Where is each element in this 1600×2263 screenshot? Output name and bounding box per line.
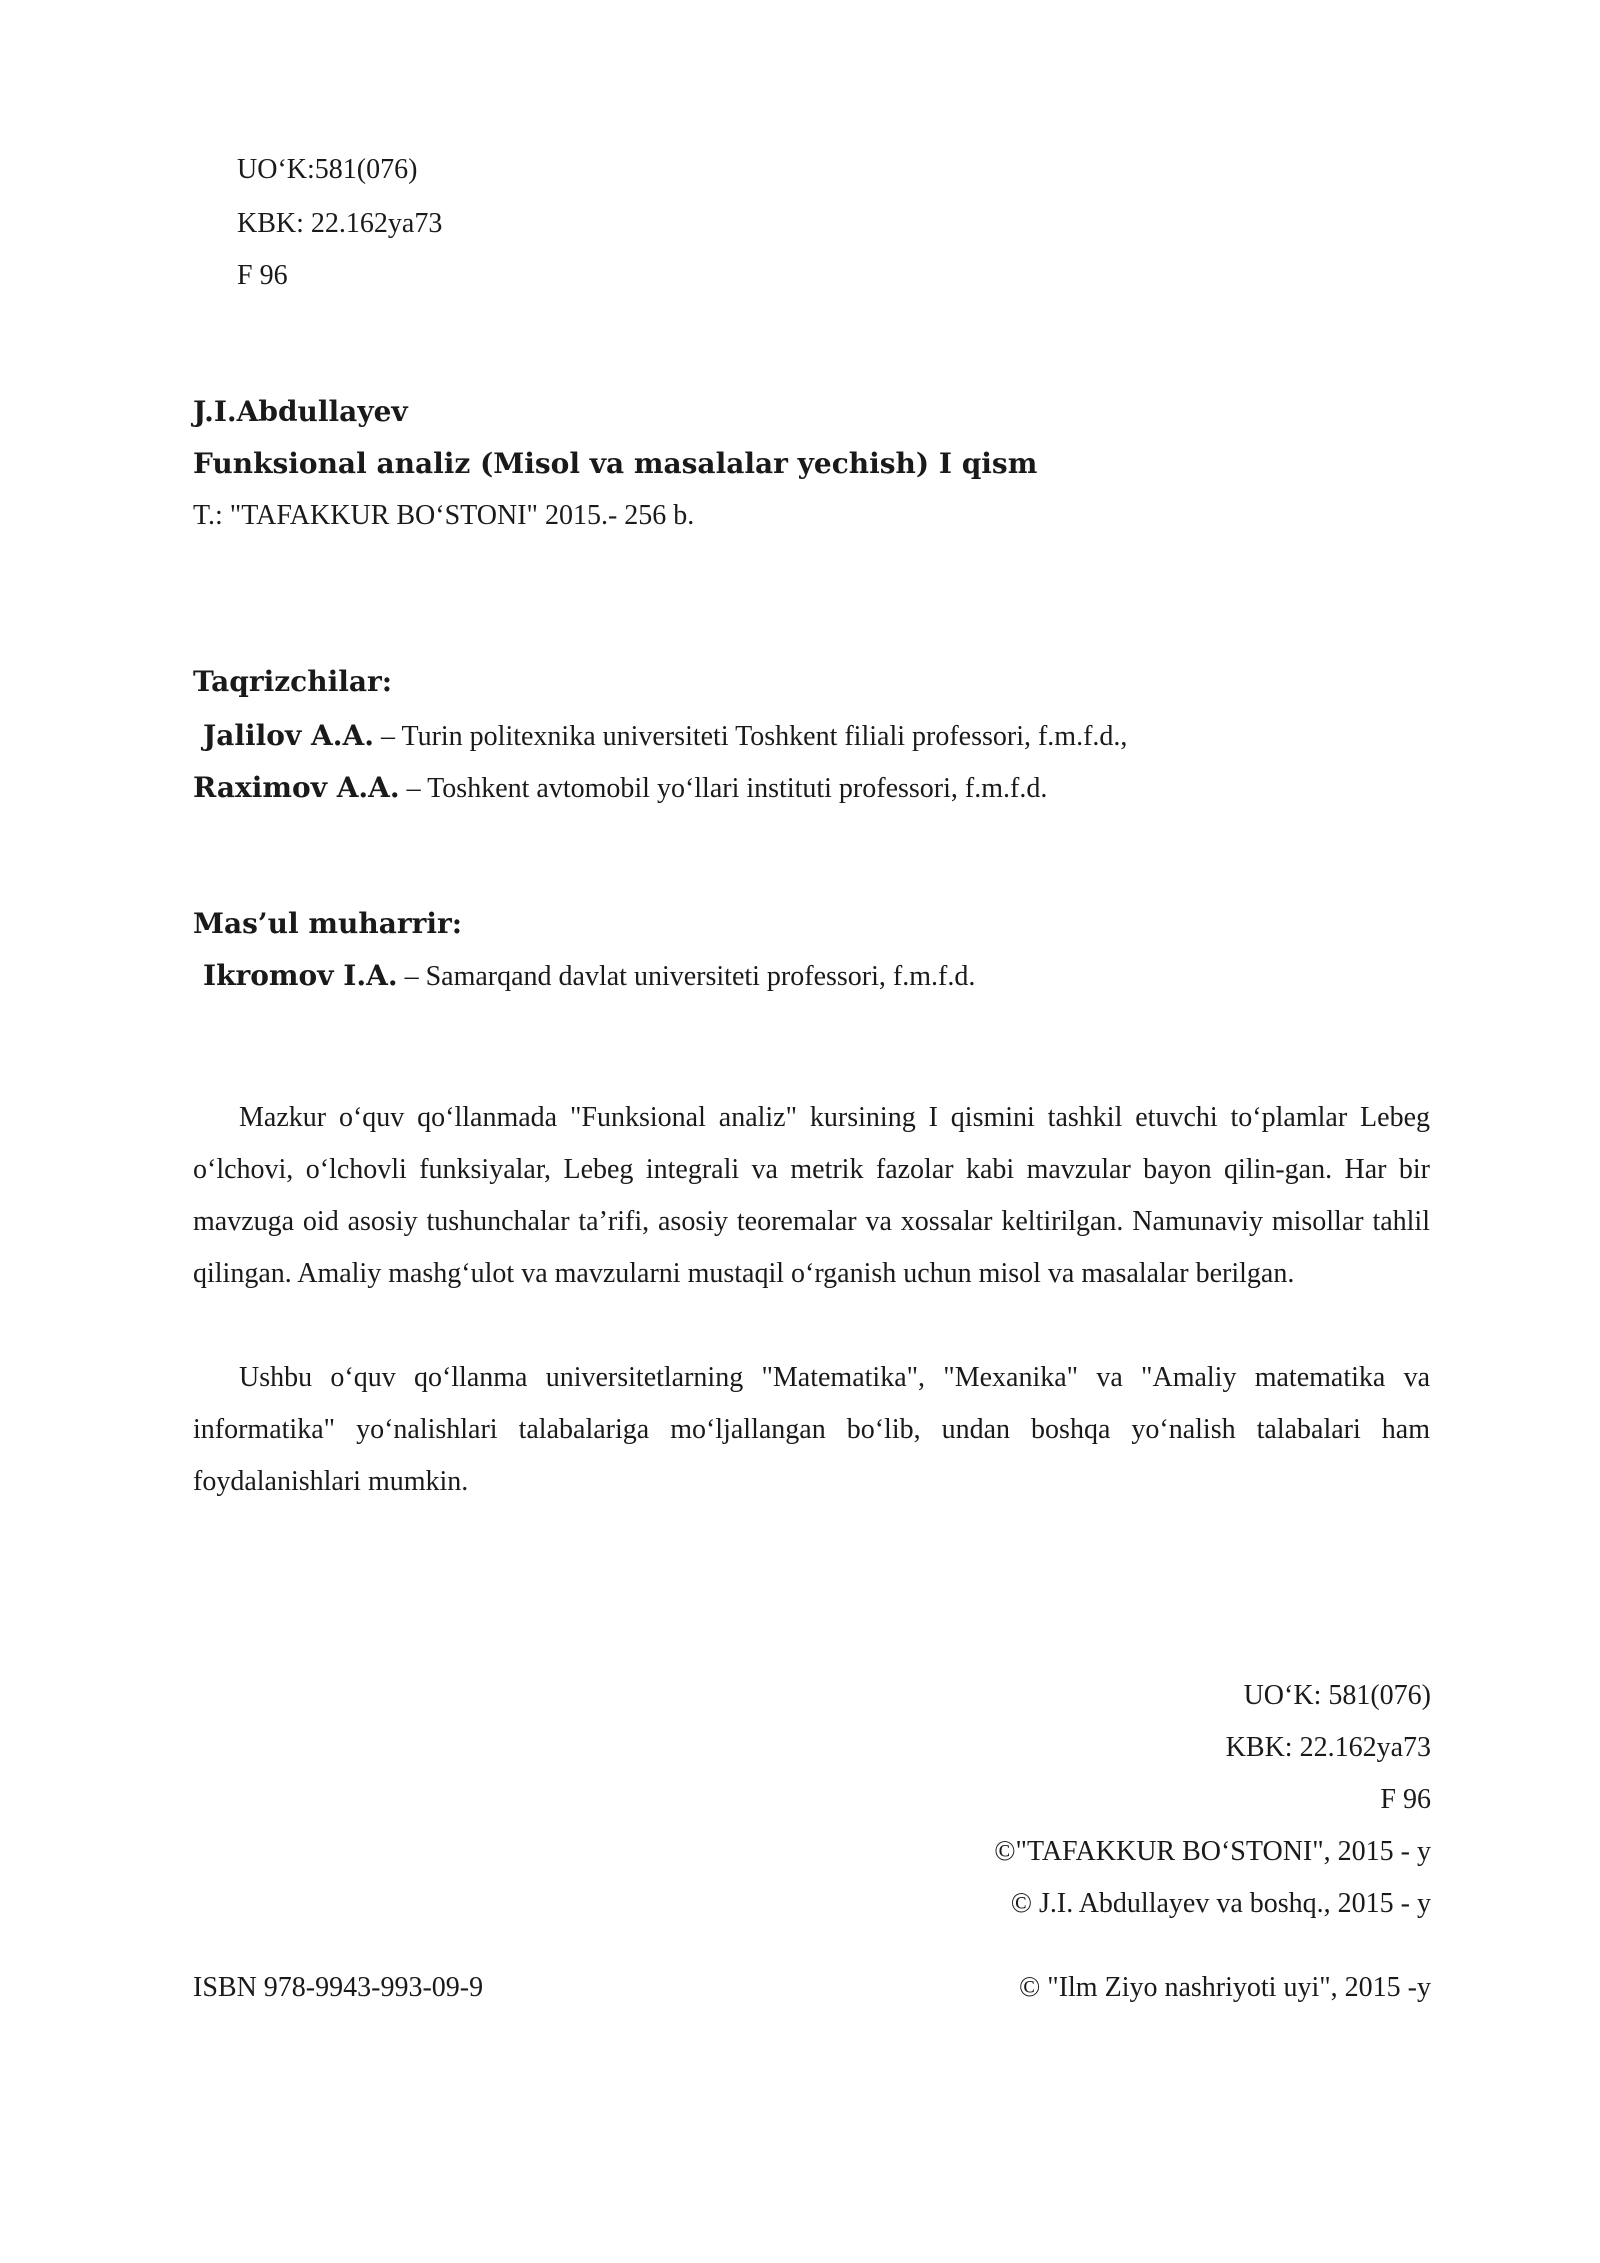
publisher-line: T.: "TAFAKKUR BO‘STONI" 2015.- 256 b. bbox=[193, 500, 695, 531]
kbk-code: KBK: 22.162ya73 bbox=[237, 208, 443, 239]
reviewer-item bbox=[203, 719, 1128, 752]
footer-f-code: F 96 bbox=[1380, 1784, 1431, 1815]
udk-code: UO‘K:581(076) bbox=[237, 154, 418, 185]
isbn-number: ISBN 978-9943-993-09-9 bbox=[193, 1972, 484, 2003]
abstract-paragraph-2: Ushbu o‘quv qo‘llanma universitetlarning "Matematika", "Mexanika" va "Amaliy matematika va informatika" yo‘nalishlari talabalariga mo‘ljallangan bo‘lib, undan boshqa yo‘nalish talabalari ham foydalanishlari mumkin. bbox=[193, 1362, 1430, 1497]
reviewer-item bbox=[193, 771, 1048, 804]
copyright-publisher: ©"TAFAKKUR BO‘STONI", 2015 - y bbox=[994, 1836, 1431, 1867]
f-code: F 96 bbox=[237, 260, 288, 291]
reviewer-desc: – Turin politexnika universiteti Toshkent filiali professori, f.m.f.d., bbox=[373, 721, 1128, 752]
reviewer-name: Raximov A.A. bbox=[193, 771, 400, 804]
footer-udk-code: UO‘K: 581(076) bbox=[1243, 1680, 1431, 1711]
reviewer-name: Jalilov A.A. bbox=[203, 719, 374, 752]
reviewers-heading: Taqrizchilar: bbox=[193, 665, 393, 698]
book-title: Funksional analiz (Misol va masalalar yechish) I qism bbox=[193, 447, 1038, 480]
editor-name: Ikromov I.A. bbox=[203, 959, 398, 992]
editor-heading: Mas’ul muharrir: bbox=[193, 907, 463, 940]
footer-kbk-code: KBK: 22.162ya73 bbox=[1225, 1732, 1431, 1763]
copyright-author: © J.I. Abdullayev va boshq., 2015 - y bbox=[1010, 1888, 1431, 1919]
reviewer-desc: – Toshkent avtomobil yo‘llari instituti professori, f.m.f.d. bbox=[399, 773, 1048, 804]
editor-desc: – Samarqand davlat universiteti professori, f.m.f.d. bbox=[397, 961, 976, 992]
editor-item bbox=[203, 959, 976, 992]
author-name: J.I.Abdullayev bbox=[193, 395, 408, 428]
abstract-paragraph-1: Mazkur o‘quv qo‘llanmada "Funksional analiz" kursining I qismini tashkil etuvchi to‘plamlar Lebeg o‘lchovi, o‘lchovli funksiyalar, Lebeg integrali va metrik fazolar kabi mavzular bayon qilin-gan. Har bir mavzuga oid asosiy tushunchalar ta’rifi, asosiy teoremalar va xossalar keltirilgan. Namunaviy misollar tahlil qilingan. Amaliy mashg‘ulot va mavzularni mustaqil o‘rganish uchun misol va masalalar berilgan. bbox=[193, 1102, 1430, 1289]
copyright-nashriyot: © "Ilm Ziyo nashriyoti uyi", 2015 -y bbox=[1019, 1972, 1431, 2003]
